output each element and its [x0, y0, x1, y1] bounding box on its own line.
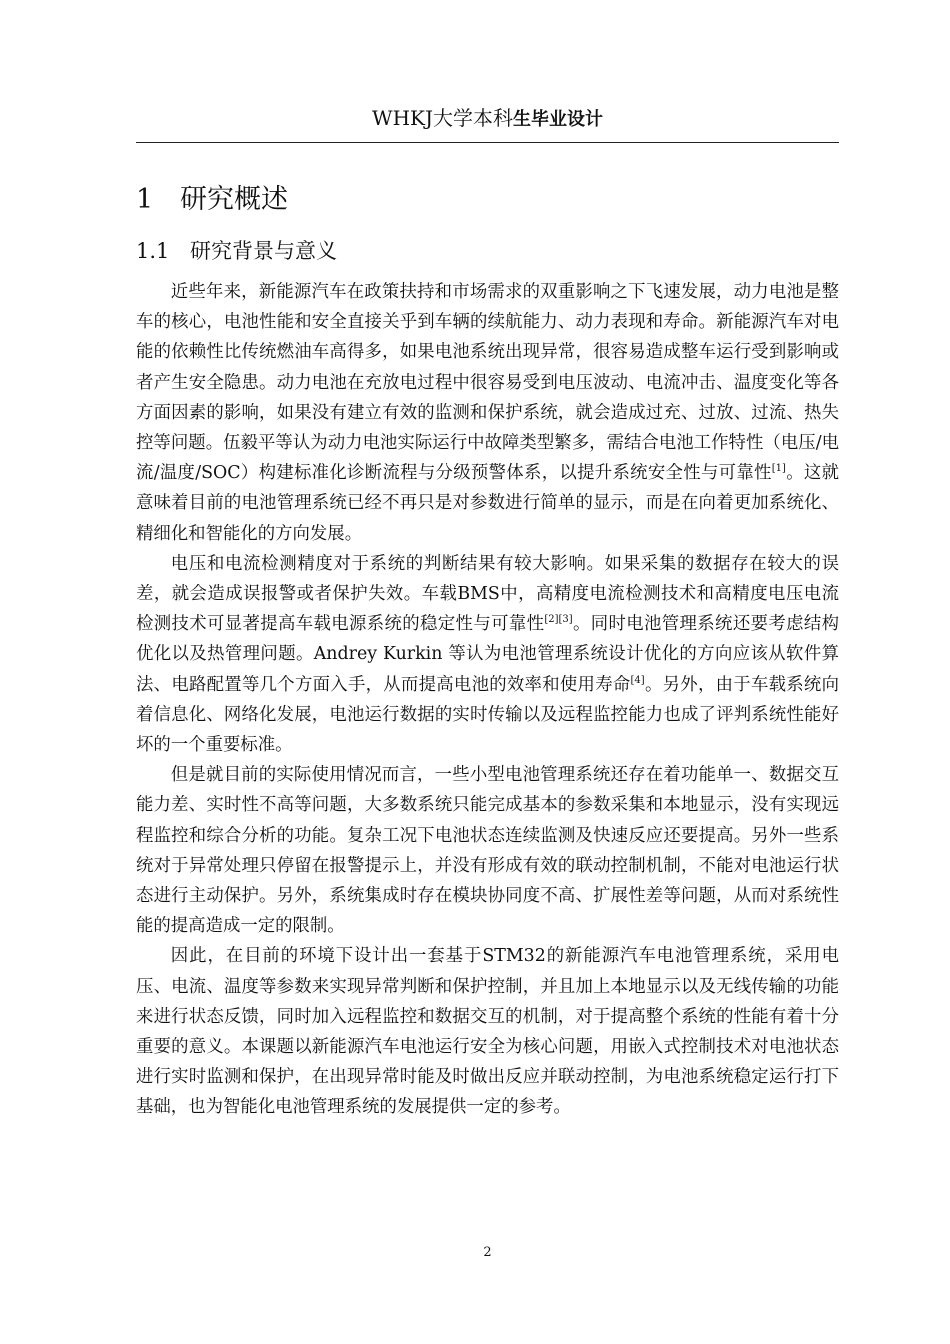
paragraph-1 [136, 277, 839, 549]
paragraph-2 [136, 549, 839, 760]
paragraph-3 [136, 760, 839, 941]
page-header [136, 104, 839, 134]
paragraph-4 [136, 941, 839, 1122]
citation-2-3: [2][3] [544, 614, 573, 626]
body-text [136, 277, 839, 1123]
paragraph-text: 。另外，由于车载系统向着信息化、网络化发展，电池运行数据的实时传输以及远程监控能力也成了评判系统性能好坏的一个重要标准。 [136, 674, 839, 756]
paragraph-text: 电压和电流检测精度对于系统的判断结果有较大影响。如果采集的数据存在较大的误差，就会造成误报警或者保护失效。车载BMS中，高精度电流检测技术和高精度电压电流检测技术可显著提高车载电源系统的稳定性与可靠性 [136, 553, 839, 635]
header-title: WHKJ大学本科 [372, 106, 513, 130]
section-number: 1.1 [136, 239, 170, 263]
section-heading [136, 236, 337, 266]
header-title-bold: 生毕业设计 [512, 109, 603, 130]
paragraph-text: 但是就目前的实际使用情况而言，一些小型电池管理系统还存在着功能单一、数据交互能力差、实时性不高等问题，大多数系统只能完成基本的参数采集和本地显示，没有实现远程监控和综合分析的功能。复杂工况下电池状态连续监测及快速反应还要提高。另外一些系统对于异常处理只停留在报警提示上，并没有形成有效的联动控制机制，不能对电池运行状态进行主动保护。另外，系统集成时存在模块协同度不高、扩展性差等问题，从而对系统性能的提高造成一定的限制。 [136, 765, 839, 937]
paragraph-text: 。这就意味着目前的电池管理系统已经不再只是对参数进行简单的显示，而是在向着更加系统化、精细化和智能化的方向发展。 [136, 463, 839, 544]
paragraph-text: 因此，在目前的环境下设计出一套基于STM32的新能源汽车电池管理系统，采用电压、电流、温度等参数来实现异常判断和保护控制，并且加上本地显示以及无线传输的功能来进行状态反馈，同时加入远程监控和数据交互的机制，对于提高整个系统的性能有着十分重要的意义。本课题以新能源汽车电池运行安全为核心问题，用嵌入式控制技术对电池状态进行实时监测和保护，在出现异常时能及时做出反应并联动控制，为电池系统稳定运行打下基础，也为智能化电池管理系统的发展提供一定的参考。 [136, 946, 839, 1118]
paragraph-text: 。同时电池管理系统还要考虑结构优化以及热管理问题。Andrey Kurkin 等认为电池管理系统设计优化的方向应该从软件算法、电路配置等几个方面入手，从而提高电池的效率和使用寿命 [136, 614, 839, 695]
section-title: 研究背景与意义 [190, 239, 337, 263]
paragraph-text: 近些年来，新能源汽车在政策扶持和市场需求的双重影响之下飞速发展，动力电池是整车的核心，电池性能和安全直接关乎到车辆的续航能力、动力表现和寿命。新能源汽车对电能的依赖性比传统燃油车高得多，如果电池系统出现异常，很容易造成整车运行受到影响或者产生安全隐患。动力电池在充放电过程中很容易受到电压波动、电流冲击、温度变化等各方面因素的影响，如果没有建立有效的监测和保护系统，就会造成过充、过放、过流、热失控等问题。伍毅平等认为动力电池实际运行中故障类型繁多，需结合电池工作特性（电压/电流/温度/SOC）构建标准化诊断流程与分级预警体系，以提升系统安全性与可靠性 [136, 282, 839, 484]
chapter-number: 1 [136, 184, 154, 215]
chapter-heading [136, 182, 288, 218]
header-rule [136, 142, 839, 143]
citation-1: [1] [771, 463, 786, 475]
citation-4: [4] [630, 674, 645, 686]
page-number: 2 [483, 1245, 492, 1260]
chapter-title: 研究概述 [180, 184, 288, 215]
